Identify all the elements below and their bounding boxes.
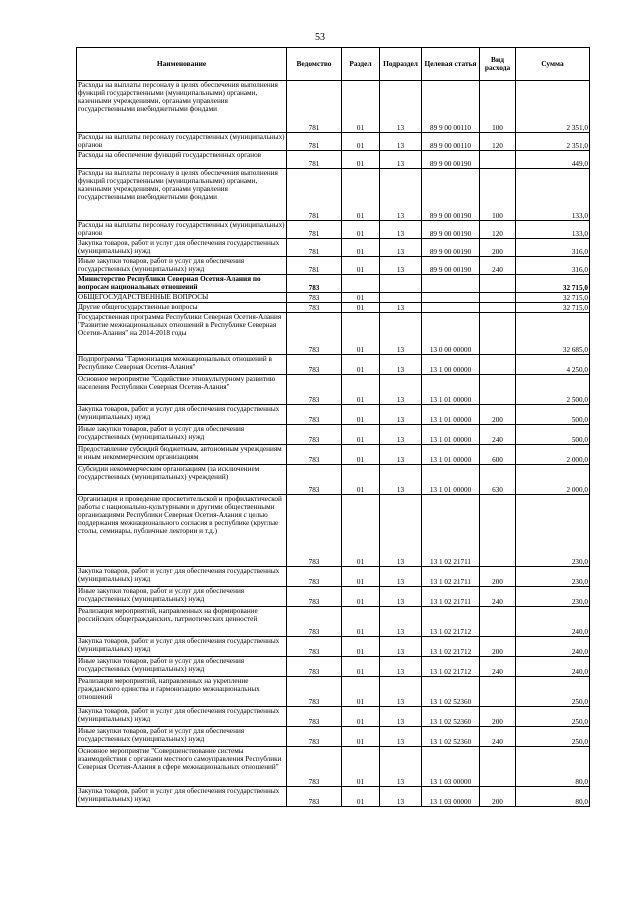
cell-target-article: 13 1 02 21712	[422, 657, 480, 677]
cell-subsection: 13	[380, 81, 422, 133]
table-row	[77, 133, 590, 151]
cell-subsection: 13	[380, 239, 422, 257]
cell-expense-type	[480, 355, 516, 375]
cell-amount: 250,0	[516, 677, 590, 707]
cell-expense-type: 240	[480, 257, 516, 275]
cell-name: Реализация мероприятий, направленных на формирование российских общегражданских, патриотических ценностей	[77, 607, 287, 637]
cell-expense-type	[480, 495, 516, 567]
cell-section: 01	[342, 375, 380, 405]
cell-section: 01	[342, 303, 380, 313]
cell-amount: 32 715,0	[516, 303, 590, 313]
table-row	[77, 727, 590, 747]
cell-subsection: 13	[380, 727, 422, 747]
cell-department: 783	[287, 313, 342, 355]
table-row	[77, 425, 590, 445]
cell-amount: 230,0	[516, 587, 590, 607]
cell-name: Иные закупки товаров, работ и услуг для обеспечения государственных (муниципальных) нужд	[77, 425, 287, 445]
cell-target-article: 13 1 02 21711	[422, 495, 480, 567]
cell-subsection: 13	[380, 355, 422, 375]
cell-department: 781	[287, 133, 342, 151]
table-row	[77, 465, 590, 495]
cell-section: 01	[342, 657, 380, 677]
cell-target-article: 13 1 03 00000	[422, 787, 480, 807]
cell-name: Закупка товаров, работ и услуг для обеспечения государственных (муниципальных) нужд	[77, 787, 287, 807]
cell-target-article: 13 1 02 52360	[422, 727, 480, 747]
cell-expense-type: 200	[480, 239, 516, 257]
cell-amount: 2 000,0	[516, 445, 590, 465]
table-row	[77, 677, 590, 707]
cell-section: 01	[342, 787, 380, 807]
cell-section: 01	[342, 405, 380, 425]
cell-department: 781	[287, 81, 342, 133]
cell-amount: 2 351,0	[516, 133, 590, 151]
cell-expense-type: 240	[480, 657, 516, 677]
cell-department: 783	[287, 293, 342, 303]
cell-name: Расходы на выплаты персоналу государственных (муниципальных) органов	[78, 221, 285, 238]
header-target-article: Целевая статья	[422, 48, 480, 81]
cell-target-article: 13 1 01 00000	[422, 465, 480, 495]
cell-section: 01	[342, 587, 380, 607]
table-row	[77, 257, 590, 275]
cell-section: 01	[342, 567, 380, 587]
cell-amount: 80,0	[516, 787, 590, 807]
cell-target-article: 89 9 00 00110	[422, 133, 480, 151]
cell-name: Иные закупки товаров, работ и услуг для обеспечения государственных (муниципальных) нужд	[77, 587, 287, 607]
cell-expense-type: 240	[480, 727, 516, 747]
cell-subsection: 13	[380, 405, 422, 425]
cell-department: 783	[287, 405, 342, 425]
header-name: Наименование	[77, 48, 287, 81]
cell-expense-type: 100	[480, 169, 516, 221]
header-subsection: Подраздел	[380, 48, 422, 81]
cell-expense-type: 240	[480, 587, 516, 607]
cell-subsection: 13	[380, 567, 422, 587]
table-row	[77, 587, 590, 607]
cell-target-article: 13 1 02 52360	[422, 677, 480, 707]
cell-section: 01	[342, 81, 380, 133]
cell-amount: 4 250,0	[516, 355, 590, 375]
budget-table	[76, 47, 590, 807]
table-row	[77, 293, 590, 303]
table-row	[77, 787, 590, 807]
cell-subsection	[380, 275, 422, 293]
cell-target-article: 89 9 00 00190	[422, 221, 480, 239]
cell-expense-type	[480, 607, 516, 637]
cell-target-article: 13 1 01 00000	[422, 445, 480, 465]
cell-name: Иные закупки товаров, работ и услуг для обеспечения государственных (муниципальных) нужд	[77, 727, 287, 747]
cell-section: 01	[342, 293, 380, 303]
cell-department: 783	[287, 275, 342, 293]
cell-target-article: 13 1 02 21711	[422, 567, 480, 587]
table-row	[77, 169, 590, 221]
cell-name: Закупка товаров, работ и услуг для обеспечения государственных (муниципальных) нужд	[77, 567, 287, 587]
cell-section: 01	[342, 747, 380, 787]
cell-name: Расходы на выплаты персоналу государственных (муниципальных) органов	[78, 133, 285, 150]
table-row	[77, 405, 590, 425]
cell-department: 783	[287, 677, 342, 707]
cell-section: 01	[342, 445, 380, 465]
cell-name: Закупка товаров, работ и услуг для обеспечения государственных (муниципальных) нужд	[77, 707, 287, 727]
table-row	[77, 275, 590, 293]
page-number: 53	[315, 32, 325, 43]
cell-department: 783	[287, 787, 342, 807]
header-section: Раздел	[342, 48, 380, 81]
cell-expense-type	[480, 375, 516, 405]
cell-name: Закупка товаров, работ и услуг для обеспечения государственных (муниципальных) нужд	[77, 637, 287, 657]
cell-section: 01	[342, 257, 380, 275]
cell-section: 01	[342, 707, 380, 727]
cell-target-article: 89 9 00 00190	[422, 169, 480, 221]
cell-expense-type	[480, 747, 516, 787]
cell-amount: 2 000,0	[516, 465, 590, 495]
cell-amount: 230,0	[516, 567, 590, 587]
cell-amount: 32 715,0	[516, 275, 590, 293]
cell-subsection: 13	[380, 747, 422, 787]
cell-name: Предоставление субсидий бюджетным, автономным учреждениям и иным некоммерческим организациям	[77, 445, 287, 465]
cell-target-article	[422, 293, 480, 303]
cell-subsection: 13	[380, 425, 422, 445]
table-row	[77, 375, 590, 405]
cell-subsection: 13	[380, 495, 422, 567]
cell-target-article: 13 0 00 00000	[422, 313, 480, 355]
cell-amount: 80,0	[516, 747, 590, 787]
cell-amount: 316,0	[516, 257, 590, 275]
cell-amount: 2 500,0	[516, 375, 590, 405]
cell-department: 783	[287, 375, 342, 405]
cell-name: Другие общегосударственные вопросы	[77, 303, 287, 313]
cell-target-article: 89 9 00 00110	[422, 81, 480, 133]
cell-department: 783	[287, 303, 342, 313]
cell-amount: 240,0	[516, 607, 590, 637]
cell-subsection: 13	[380, 707, 422, 727]
cell-target-article: 13 1 03 00000	[422, 747, 480, 787]
cell-target-article: 13 1 01 00000	[422, 425, 480, 445]
cell-subsection: 13	[380, 787, 422, 807]
cell-department: 783	[287, 355, 342, 375]
cell-expense-type: 100	[480, 81, 516, 133]
cell-department: 783	[287, 637, 342, 657]
cell-department: 783	[287, 657, 342, 677]
cell-section: 01	[342, 727, 380, 747]
cell-expense-type	[480, 677, 516, 707]
cell-expense-type: 200	[480, 707, 516, 727]
cell-target-article: 13 1 02 21712	[422, 637, 480, 657]
cell-name: Реализация мероприятий, направленных на укрепление гражданского единства и гармонизацию межнациональных отношений	[77, 677, 287, 707]
table-row	[77, 151, 590, 169]
cell-subsection: 13	[380, 375, 422, 405]
cell-subsection: 13	[380, 133, 422, 151]
cell-department: 783	[287, 567, 342, 587]
cell-subsection: 13	[380, 313, 422, 355]
cell-subsection: 13	[380, 677, 422, 707]
cell-name: Расходы на выплаты персоналу в целях обеспечения выполнения функций государственными (муниципальными) органами, казенными учреждениями, органами управления государственными внебюджетными фондами	[77, 169, 287, 221]
cell-department: 783	[287, 747, 342, 787]
cell-expense-type: 120	[480, 221, 516, 239]
cell-department: 783	[287, 445, 342, 465]
table-row	[77, 221, 590, 239]
cell-subsection: 13	[380, 169, 422, 221]
cell-amount: 449,0	[516, 151, 590, 169]
cell-section: 01	[342, 151, 380, 169]
cell-target-article: 13 1 02 52360	[422, 707, 480, 727]
cell-expense-type: 630	[480, 465, 516, 495]
cell-department: 783	[287, 607, 342, 637]
cell-amount: 240,0	[516, 637, 590, 657]
cell-amount: 2 351,0	[516, 81, 590, 133]
cell-department: 781	[287, 239, 342, 257]
cell-department: 781	[287, 257, 342, 275]
cell-name: Субсидии некоммерческим организациям (за исключением государственных (муниципальных) учреждений)	[77, 465, 287, 495]
cell-target-article	[422, 275, 480, 293]
cell-amount: 316,0	[516, 239, 590, 257]
cell-target-article: 13 1 02 21711	[422, 587, 480, 607]
cell-amount: 32 715,0	[516, 293, 590, 303]
cell-target-article: 13 1 01 00000	[422, 405, 480, 425]
cell-amount: 32 685,0	[516, 313, 590, 355]
header-amount: Сумма	[516, 48, 590, 81]
cell-expense-type: 200	[480, 787, 516, 807]
cell-name: Закупка товаров, работ и услуг для обеспечения государственных (муниципальных) нужд	[77, 239, 287, 257]
cell-name: Подпрограмма "Гармонизация межнациональных отношений в Республике Северная Осетия-Алания"	[77, 355, 287, 375]
cell-expense-type: 200	[480, 567, 516, 587]
cell-subsection: 13	[380, 151, 422, 169]
cell-subsection: 13	[380, 445, 422, 465]
table-row	[77, 355, 590, 375]
cell-section: 01	[342, 133, 380, 151]
table-row	[77, 657, 590, 677]
cell-expense-type	[480, 151, 516, 169]
cell-department: 783	[287, 727, 342, 747]
cell-expense-type: 200	[480, 637, 516, 657]
table-row	[77, 707, 590, 727]
cell-department: 783	[287, 587, 342, 607]
cell-expense-type	[480, 275, 516, 293]
cell-name: Иные закупки товаров, работ и услуг для обеспечения государственных (муниципальных) нужд	[77, 257, 287, 275]
table-row	[77, 445, 590, 465]
cell-name: ОБЩЕГОСУДАРСТВЕННЫЕ ВОПРОСЫ	[77, 293, 287, 303]
cell-target-article: 89 9 00 00190	[422, 151, 480, 169]
cell-amount: 133,0	[516, 169, 590, 221]
cell-department: 783	[287, 495, 342, 567]
cell-amount: 133,0	[516, 221, 590, 239]
cell-subsection: 13	[380, 257, 422, 275]
cell-subsection: 13	[380, 637, 422, 657]
cell-name: Закупка товаров, работ и услуг для обеспечения государственных (муниципальных) нужд	[77, 405, 287, 425]
cell-subsection: 13	[380, 607, 422, 637]
cell-department: 781	[287, 151, 342, 169]
cell-expense-type: 120	[480, 133, 516, 151]
cell-section: 01	[342, 221, 380, 239]
cell-target-article: 13 1 00 00000	[422, 355, 480, 375]
cell-name: Основное мероприятие "Совершенствование системы взаимодействия с органами местного самоуправления Республики Северная Осетия-Алания в сфере межнациональных отношений"	[77, 747, 287, 787]
cell-department: 783	[287, 707, 342, 727]
cell-section: 01	[342, 313, 380, 355]
cell-section: 01	[342, 465, 380, 495]
cell-section: 01	[342, 495, 380, 567]
cell-name: Государственная программа Республики Северная Осетия-Алания "Развитие межнациональных отношений в Республике Северная Осетия-Алания" на 2014-2018 годы	[77, 313, 287, 355]
cell-name: Основное мероприятие "Содействие этнокультурному развитию населения Республики Северная Осетия-Алания"	[77, 375, 287, 405]
cell-section: 01	[342, 169, 380, 221]
cell-expense-type	[480, 313, 516, 355]
cell-section: 01	[342, 677, 380, 707]
cell-subsection: 13	[380, 303, 422, 313]
cell-department: 781	[287, 221, 342, 239]
cell-amount: 240,0	[516, 657, 590, 677]
cell-expense-type	[480, 293, 516, 303]
cell-amount: 250,0	[516, 707, 590, 727]
table-row	[77, 567, 590, 587]
cell-amount: 250,0	[516, 727, 590, 747]
cell-target-article	[422, 303, 480, 313]
header-expense-type: Вид расхода	[480, 48, 516, 81]
cell-name: Организация и проведение просветительской и профилактической работы с национально-культурными и другими общественными организациями Республики Северная Осетия-Алания с целью поддержания межнационального согласия в республике (круглые столы, семинары, публичные лектории и т.д.)	[77, 495, 287, 567]
cell-expense-type: 240	[480, 425, 516, 445]
cell-amount: 500,0	[516, 425, 590, 445]
cell-department: 783	[287, 465, 342, 495]
cell-amount: 500,0	[516, 405, 590, 425]
cell-target-article: 13 1 02 21712	[422, 607, 480, 637]
cell-name: Расходы на выплаты персоналу в целях обеспечения выполнения функций государственными (муниципальными) органами, казенными учреждениями, органами управления государственными внебюджетными фондами	[77, 81, 287, 133]
table-row	[77, 81, 590, 133]
cell-name: Расходы на обеспечение функций государственных органов	[77, 151, 287, 169]
table-row	[77, 747, 590, 787]
cell-subsection: 13	[380, 465, 422, 495]
cell-target-article: 13 1 01 00000	[422, 375, 480, 405]
cell-section: 01	[342, 637, 380, 657]
cell-subsection	[380, 293, 422, 303]
table-row	[77, 637, 590, 657]
cell-subsection: 13	[380, 587, 422, 607]
cell-subsection: 13	[380, 221, 422, 239]
table-row	[77, 313, 590, 355]
cell-section: 01	[342, 607, 380, 637]
cell-section: 01	[342, 425, 380, 445]
cell-name: Иные закупки товаров, работ и услуг для обеспечения государственных (муниципальных) нужд	[77, 657, 287, 677]
table-row	[77, 495, 590, 567]
cell-section	[342, 275, 380, 293]
cell-section: 01	[342, 355, 380, 375]
header-department: Ведомство	[287, 48, 342, 81]
table-row	[77, 607, 590, 637]
table-header-row	[77, 48, 590, 81]
cell-name: Министерство Республики Северная Осетия-Алания по вопросам национальных отношений	[77, 275, 287, 293]
cell-expense-type: 600	[480, 445, 516, 465]
cell-subsection: 13	[380, 657, 422, 677]
table-row	[77, 239, 590, 257]
cell-section: 01	[342, 239, 380, 257]
cell-target-article: 89 9 00 00190	[422, 257, 480, 275]
cell-target-article: 89 9 00 00190	[422, 239, 480, 257]
cell-department: 783	[287, 425, 342, 445]
cell-expense-type: 200	[480, 405, 516, 425]
cell-expense-type	[480, 303, 516, 313]
table-row	[77, 303, 590, 313]
cell-department: 781	[287, 169, 342, 221]
cell-amount: 230,0	[516, 495, 590, 567]
